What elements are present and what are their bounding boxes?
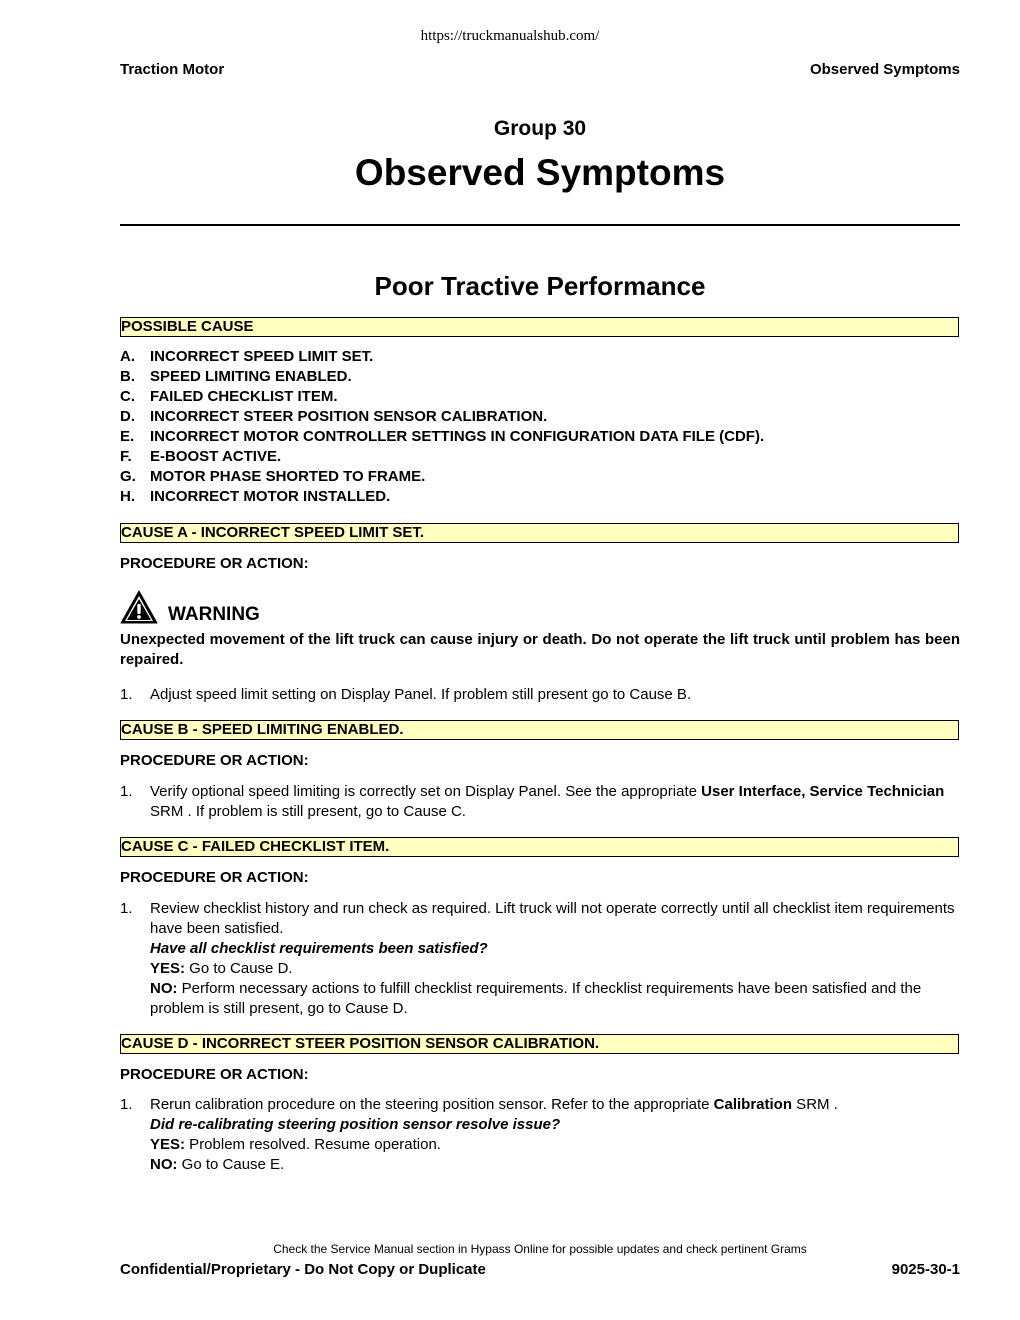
cause-text: SPEED LIMITING ENABLED. — [150, 368, 352, 385]
procedure-label: PROCEDURE OR ACTION: — [120, 752, 309, 769]
srm-reference: User Interface, Service Technician — [701, 783, 945, 800]
footer-confidential: Confidential/Proprietary - Do Not Copy or Duplicate — [120, 1261, 486, 1278]
cause-b-step — [120, 782, 960, 822]
cause-item — [120, 407, 960, 427]
step-number: 1. — [120, 1096, 133, 1113]
step-text: Adjust speed limit setting on Display Panel. If problem still present go to Cause B. — [150, 686, 692, 703]
page-number: 9025-30-1 — [891, 1261, 960, 1278]
no-line: NO: Go to Cause E. — [150, 1156, 285, 1173]
source-url: https://truckmanualshub.com/ — [420, 28, 600, 44]
cause-letter: F. — [120, 448, 132, 465]
cause-item — [120, 467, 960, 487]
step-text: Rerun calibration procedure on the steering position sensor. Refer to the appropriate Calibration SRM . — [150, 1096, 838, 1113]
page-title: Observed Symptoms — [354, 152, 726, 193]
cause-a-step — [120, 685, 960, 705]
warning-icon — [120, 590, 158, 624]
cause-text: E-BOOST ACTIVE. — [150, 448, 282, 465]
cause-c-heading: CAUSE C - FAILED CHECKLIST ITEM. — [120, 837, 959, 857]
step-number: 1. — [120, 783, 133, 800]
cause-d-step — [120, 1095, 960, 1175]
warning-label: WARNING — [168, 604, 260, 625]
cause-item — [120, 427, 960, 447]
cause-item — [120, 487, 960, 507]
header-left: Traction Motor — [120, 61, 225, 78]
procedure-label: PROCEDURE OR ACTION: — [120, 869, 309, 886]
step-question: Did re-calibrating steering position sensor resolve issue? — [150, 1116, 561, 1133]
cause-text: INCORRECT MOTOR CONTROLLER SETTINGS IN CONFIGURATION DATA FILE (CDF). — [150, 428, 765, 445]
cause-letter: H. — [120, 488, 135, 505]
cause-text: MOTOR PHASE SHORTED TO FRAME. — [150, 468, 426, 485]
causes-list — [120, 347, 960, 507]
cause-letter: E. — [120, 428, 135, 445]
cause-letter: A. — [120, 348, 135, 365]
title-divider — [120, 224, 960, 226]
srm-reference: Calibration — [713, 1096, 793, 1113]
cause-letter: D. — [120, 408, 135, 425]
no-line: NO: Perform necessary actions to fulfill checklist requirements. If checklist requirements have been satisfied and the problem is still present, go to Cause D. — [150, 980, 922, 1017]
cause-item — [120, 387, 960, 407]
cause-text: INCORRECT SPEED LIMIT SET. — [150, 348, 374, 365]
cause-b-heading: CAUSE B - SPEED LIMITING ENABLED. — [120, 720, 959, 740]
cause-letter: B. — [120, 368, 135, 385]
footer-note: Check the Service Manual section in Hypass Online for possible updates and check pertinent Grams — [273, 1242, 807, 1256]
procedure-label: PROCEDURE OR ACTION: — [120, 555, 309, 572]
step-number: 1. — [120, 900, 133, 917]
cause-item — [120, 367, 960, 387]
cause-letter: G. — [120, 468, 136, 485]
cause-a-heading: CAUSE A - INCORRECT SPEED LIMIT SET. — [120, 523, 959, 543]
group-label: Group 30 — [493, 117, 587, 140]
yes-line: YES: Go to Cause D. — [150, 960, 293, 977]
cause-text: FAILED CHECKLIST ITEM. — [150, 388, 338, 405]
step-number: 1. — [120, 686, 133, 703]
cause-item — [120, 447, 960, 467]
warning-text: Unexpected movement of the lift truck can cause injury or death. Do not operate the lift truck until problem has been repaired. — [120, 631, 960, 668]
yes-line: YES: Problem resolved. Resume operation. — [150, 1136, 441, 1153]
header-right: Observed Symptoms — [809, 61, 960, 78]
cause-text: INCORRECT STEER POSITION SENSOR CALIBRATION. — [150, 408, 548, 425]
cause-letter: C. — [120, 388, 135, 405]
step-text: Verify optional speed limiting is correctly set on Display Panel. See the appropriate User Interface, Service Technician SRM . If problem is still present, go to Cause C. — [150, 783, 945, 820]
cause-item — [120, 347, 960, 367]
cause-text: INCORRECT MOTOR INSTALLED. — [150, 488, 391, 505]
step-question: Have all checklist requirements been satisfied? — [150, 940, 488, 957]
cause-c-step — [120, 899, 960, 1019]
procedure-label: PROCEDURE OR ACTION: — [120, 1066, 309, 1083]
section-title: Poor Tractive Performance — [374, 271, 706, 301]
cause-d-heading: CAUSE D - INCORRECT STEER POSITION SENSOR CALIBRATION. — [120, 1034, 959, 1054]
possible-cause-box: POSSIBLE CAUSE — [120, 317, 959, 337]
step-text: Review checklist history and run check as required. Lift truck will not operate correctly until all checklist item requirements have been satisfied. — [150, 900, 955, 937]
